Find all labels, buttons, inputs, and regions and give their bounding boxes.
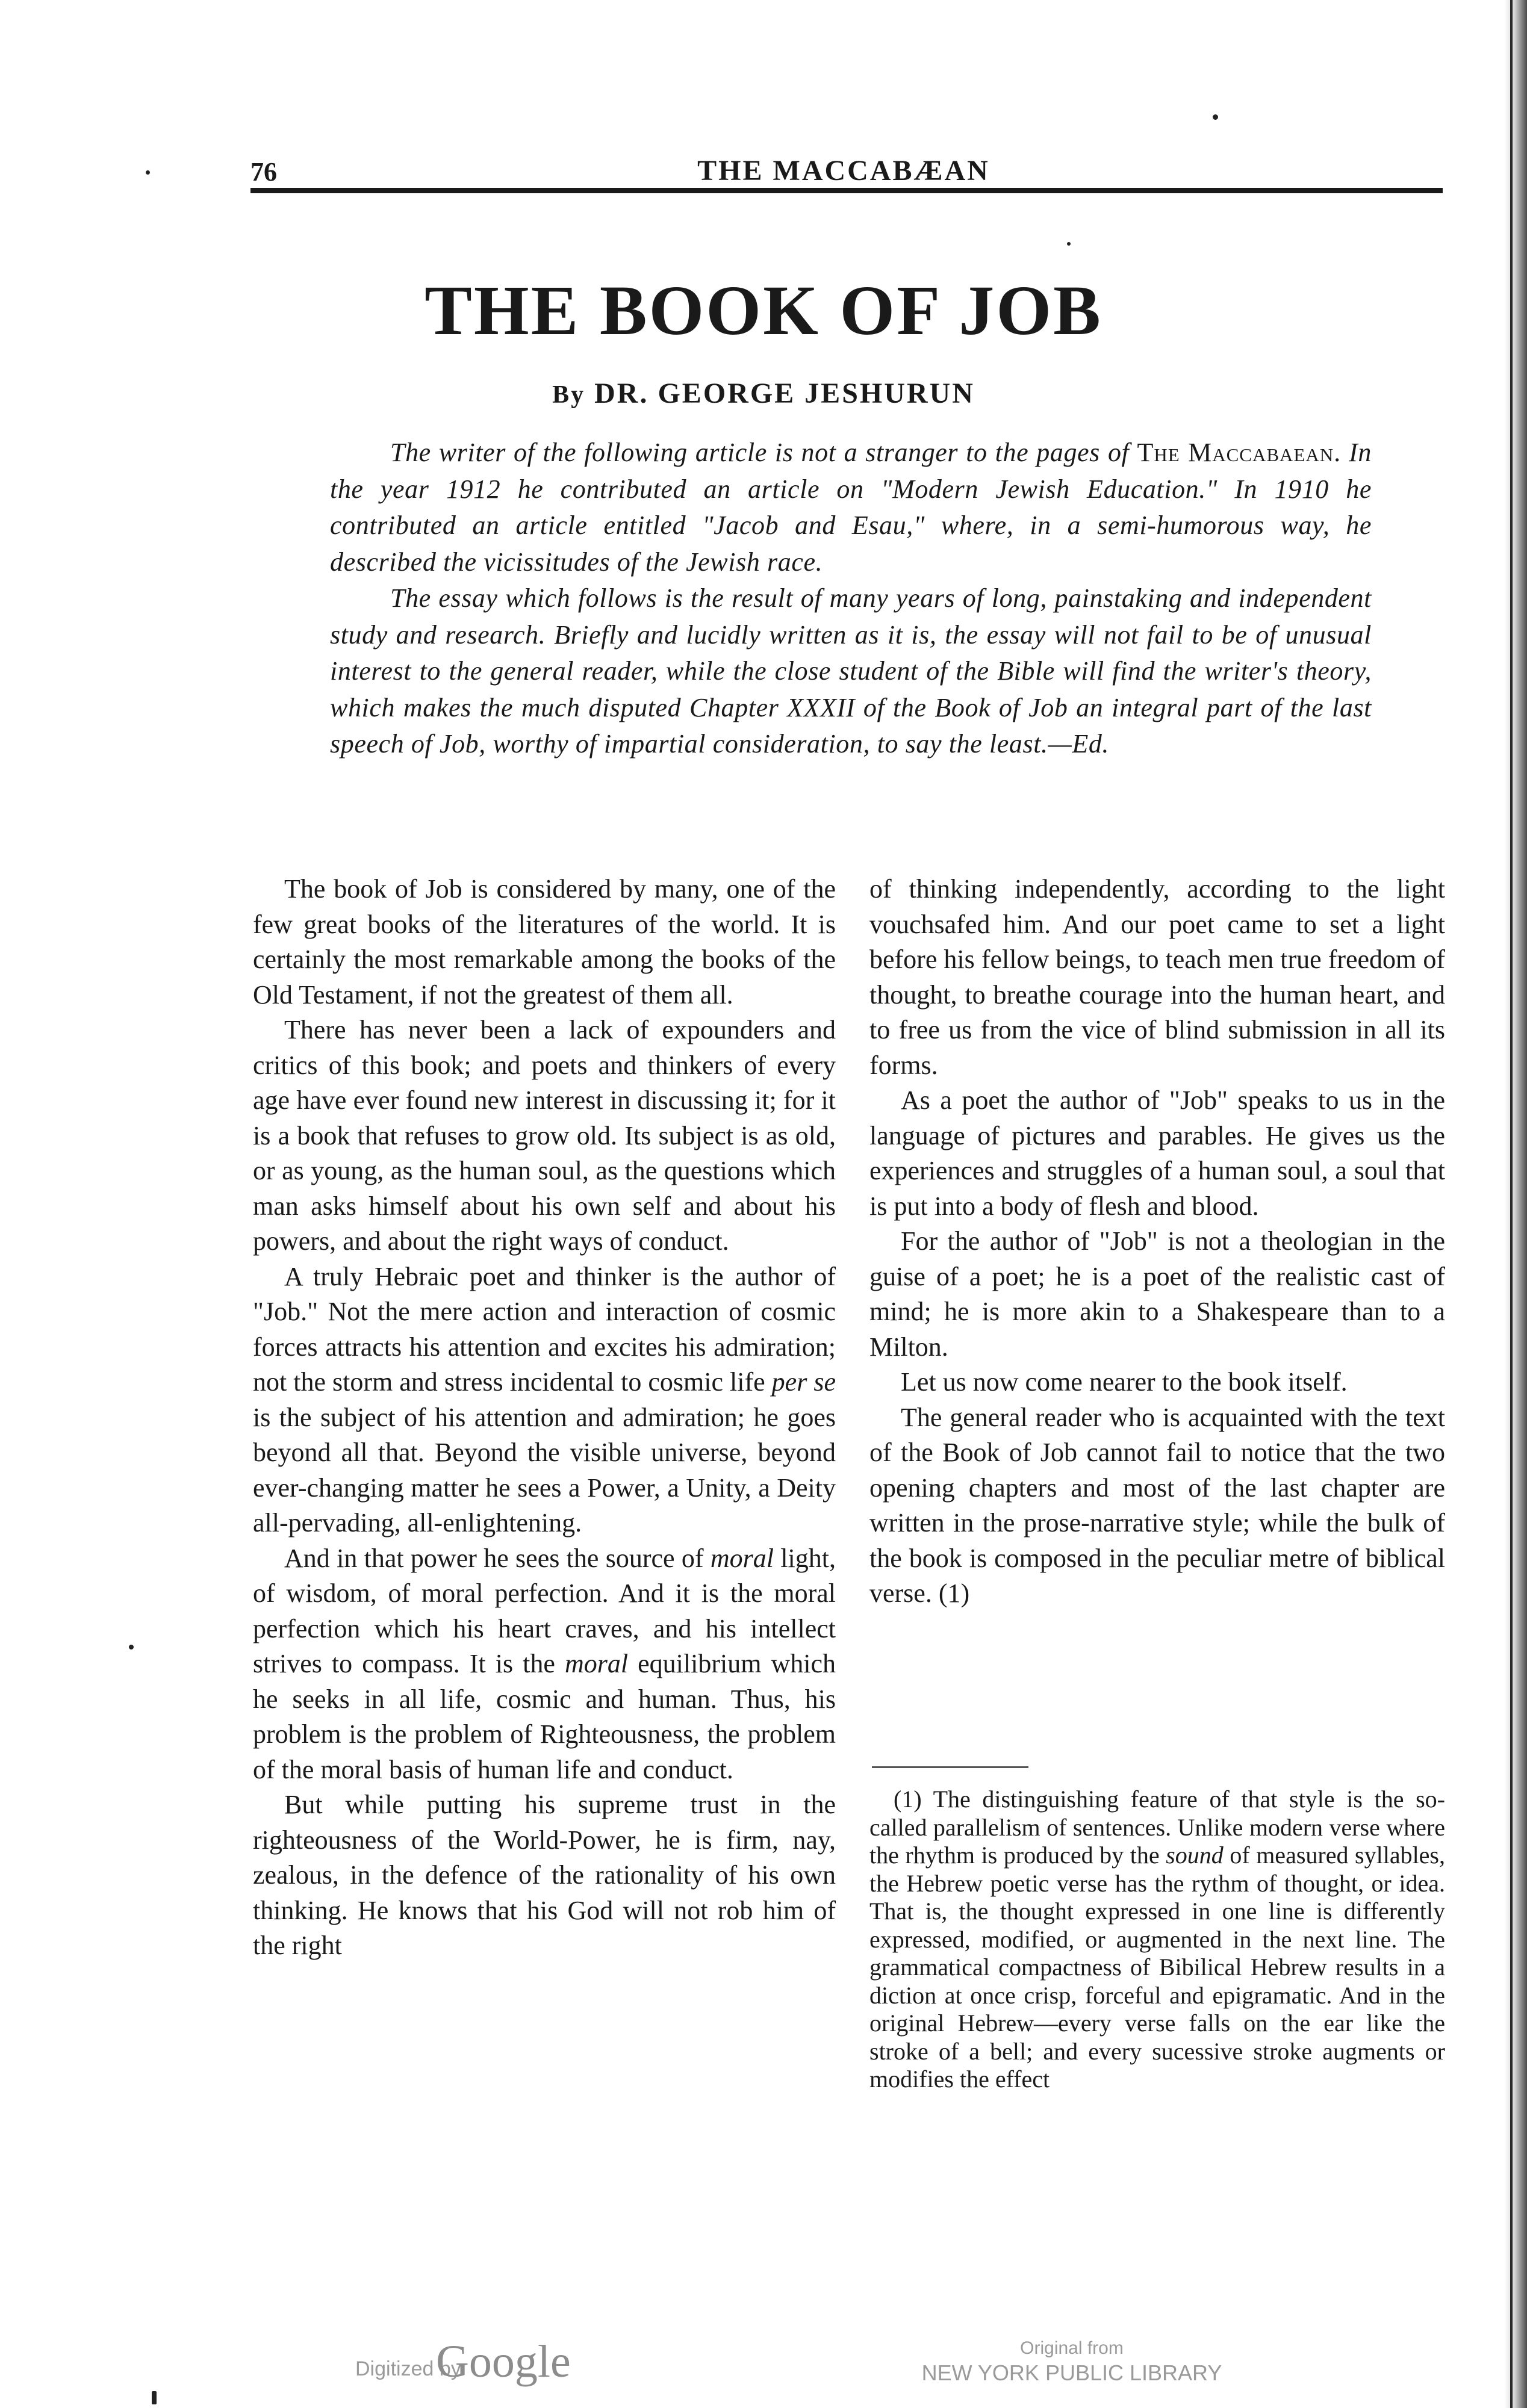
editor-note-paragraph bbox=[330, 435, 1372, 580]
speck bbox=[1067, 242, 1071, 246]
editor-note-paragraph: The essay which follows is the result of many years of long, painstaking and independent study and research. Briefly and lucidly written as it is, the essay will not fail to be of unusual interest to the general reader, while the close student of the Bible will find the writer's theory, which makes the much disputed Chapter XXXII of the Book of Job an integral part of the last speech of Job, worthy of impartial consideration, to say the least.—Ed. bbox=[330, 583, 1372, 759]
original-from-label: Original from bbox=[1020, 2338, 1124, 2358]
journal-name: THE MACCABÆAN bbox=[697, 155, 990, 187]
header-rule bbox=[250, 188, 1443, 193]
body-paragraph bbox=[253, 1541, 836, 1788]
body-paragraph bbox=[253, 1259, 836, 1541]
speck bbox=[152, 2391, 157, 2404]
editor-note-text: The writer of the following article is not a stranger to the pages of bbox=[390, 438, 1137, 467]
emphasis: moral bbox=[710, 1543, 774, 1573]
library-name: NEW YORK PUBLIC LIBRARY bbox=[921, 2360, 1222, 2385]
speck bbox=[129, 1645, 134, 1649]
emphasis: moral bbox=[564, 1649, 629, 1678]
digitized-by-watermark bbox=[355, 2336, 777, 2390]
running-head bbox=[250, 154, 1437, 191]
body-paragraph-continued: of thinking independently, according to the light vouchsafed him. And our poet came to set a light before his fellow beings, to teach men true freedom of thought, to breathe courage into the human heart, and to free us from the vice of blind submission in all its forms. bbox=[869, 874, 1445, 1080]
body-paragraph: The book of Job is considered by many, one of the few great books of the literatures of the world. It is certainly the most remarkable among the books of the Old Testament, if not the greatest of them all. bbox=[253, 874, 836, 1010]
byline-author: DR. GEORGE JESHURUN bbox=[594, 377, 975, 409]
body-text: is the subject of his attention and admiration; he goes beyond all that. Beyond the visible universe, beyond ever-changing matter he sees a Power, a Unity, a Deity all-pervading, all-enlightening. bbox=[253, 1402, 836, 1538]
body-paragraph: There has never been a lack of expounders and critics of this book; and poets and thinkers of every age have ever found new interest in discussing it; for it is a book that refuses to grow old. Its subject is as old, or as young, as the human soul, as the questions which man asks himself about his own self and about his powers, and about the right ways of conduct. bbox=[253, 1015, 836, 1256]
article-title: THE BOOK OF JOB bbox=[425, 271, 1102, 350]
speck bbox=[146, 170, 150, 175]
editor-note bbox=[330, 435, 1372, 763]
body-column-right bbox=[869, 872, 1445, 1612]
journal-reference: The Maccabaean. bbox=[1137, 438, 1342, 467]
body-text: And in that power he sees the source of bbox=[284, 1543, 711, 1573]
body-paragraph: For the author of "Job" is not a theologian in the guise of a poet; he is a poet of the realistic cast of mind; he is more akin to a Shakespeare than to a Milton. bbox=[869, 1226, 1445, 1362]
speck bbox=[1213, 114, 1218, 120]
body-text: A truly Hebraic poet and thinker is the author of "Job." Not the mere action and interaction of cosmic forces attracts his attention and excites his admiration; not the storm and stress incidental to cosmic life bbox=[253, 1261, 836, 1397]
editor-note-text: In the year 1912 he contributed an article on "Modern Jewish Education." In 1910 he contributed an article entitled "Jacob and Esau," where, in a semi-humorous way, he described the vicissitudes of the Jewish race. bbox=[330, 438, 1372, 577]
page-edge-shadow bbox=[1504, 0, 1527, 2408]
byline-prefix: By bbox=[552, 381, 586, 409]
footnote-text: (1) The distinguishing feature of that style is the so-called parallelism of sentences. Unlike modern verse where the rhythm is produced by the bbox=[869, 1786, 1445, 1869]
footnote bbox=[869, 1786, 1445, 2094]
emphasis: sound bbox=[1166, 1842, 1224, 1869]
body-column-left bbox=[253, 872, 836, 1964]
body-paragraph: The general reader who is acquainted with the text of the Book of Job cannot fail to notice that the two opening chapters and most of the last chapter are written in the prose-narrative style; while the bulk of the book is composed in the peculiar metre of biblical verse. (1) bbox=[869, 1402, 1445, 1608]
byline bbox=[0, 377, 1527, 410]
page-number: 76 bbox=[250, 157, 277, 187]
page-edge-line bbox=[1510, 0, 1513, 2408]
body-paragraph: But while putting his supreme trust in the righteousness of the World-Power, he is firm, nay, zealous, in the defence of the rationality of his own thinking. He knows that his God will not rob him of the right bbox=[253, 1790, 836, 1960]
body-text: equilibrium which he seeks in all life, cosmic and human. Thus, his problem is the problem of Righteousness, the problem of the moral basis of human life and conduct. bbox=[253, 1649, 836, 1784]
footnote-paragraph bbox=[869, 1786, 1445, 2094]
google-logo: Google bbox=[436, 2336, 571, 2387]
footnote-text: of measured syllables, the Hebrew poetic verse has the rythm of thought, or idea. That is, the thought expressed in one line is differently expressed, modified, or augmented in the next line. The grammatical compactness of Bibilical Hebrew results in a diction at once crisp, forceful and epigramatic. And in the original Hebrew—every verse falls on the ear like the stroke of a bell; and every sucessive stroke augments or modifies the effect bbox=[869, 1842, 1445, 2093]
emphasis: per se bbox=[771, 1367, 836, 1397]
footnote-rule bbox=[872, 1766, 1028, 1768]
body-paragraph: Let us now come nearer to the book itself. bbox=[901, 1367, 1348, 1397]
body-paragraph: As a poet the author of "Job" speaks to us in the language of pictures and parables. He gives us the experiences and struggles of a human soul, a soul that is put into a body of flesh and blood. bbox=[869, 1085, 1445, 1221]
original-source-watermark bbox=[915, 2337, 1228, 2386]
body-text: light, of wisdom, of moral perfection. And it is the moral perfection which his heart craves, and his intellect strives to compass. It is the bbox=[253, 1543, 836, 1678]
digitized-by-label: Digitized by bbox=[355, 2357, 461, 2380]
